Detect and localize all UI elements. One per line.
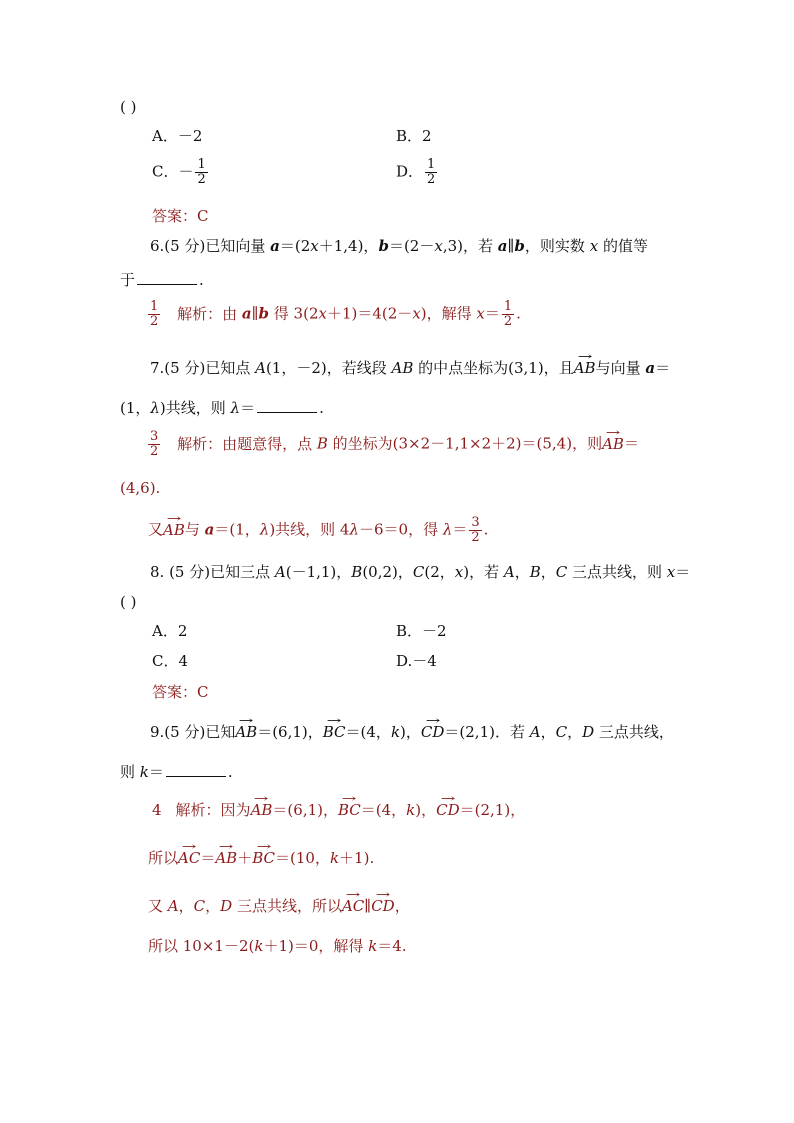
- q9-stem-line2: 则 k＝ .: [120, 763, 233, 781]
- q8-option-c: C．4: [152, 652, 189, 670]
- q8-stem-line1: 8. (5 分)已知三点 A(－1,1)，B(0,2)，C(2，x)，若 A，B，C 三点共线，则 x＝: [150, 563, 691, 581]
- q6-stem-line1: 6.(5 分)已知向量 a＝(2x＋1,4)，b＝(2－x,3)，若 a∥b，则实数 x 的值等: [150, 237, 648, 255]
- q5-option-a: A．－2: [152, 127, 203, 145]
- q9-solution-line4: 所以 10×1－2(k＋1)＝0，解得 k＝4.: [148, 937, 407, 955]
- q7-solution-line2: (4,6).: [120, 479, 161, 497]
- q7-stem-line2: (1，λ)共线，则 λ＝ .: [120, 399, 324, 417]
- q7-solution-line3: 又→ AB与 a＝(1，λ)共线，则 4λ－6＝0，得 λ＝ $\frac{3}{2}$ .: [148, 516, 488, 545]
- vector-ab: → AB: [574, 358, 596, 378]
- q5-paren: ( ): [120, 98, 137, 116]
- q8-option-d: D.－4: [396, 652, 437, 670]
- q8-answer: 答案：C: [152, 683, 209, 701]
- q8-option-b: B．－2: [396, 622, 447, 640]
- q5-option-d: D． $\frac{1}{2}$: [396, 157, 436, 187]
- q9-stem-line1: 9.(5 分)已知→ AB＝(6,1)，→ BC＝(4，k)，→ CD＝(2,1)．若 A，C，D 三点共线，: [150, 722, 674, 742]
- answer-blank: [137, 270, 197, 285]
- answer-blank: [257, 398, 317, 413]
- q8-option-a: A．2: [152, 622, 188, 640]
- q8-paren: ( ): [120, 593, 137, 611]
- q9-solution-line3: 又 A，C，D 三点共线，所以→ AC∥→ CD，: [148, 896, 410, 916]
- q7-stem-line1: 7.(5 分)已知点 A(1，－2)，若线段 AB 的中点坐标为(3,1)，且→ AB与向量 a＝: [150, 358, 670, 378]
- answer-blank: [166, 762, 226, 777]
- q6-stem-line2: 于 .: [120, 271, 204, 289]
- q5-option-b: B．2: [396, 127, 432, 145]
- q9-solution-line2: 所以→ AC＝→ AB＋→ BC＝(10，k＋1).: [148, 848, 374, 868]
- q9-solution-line1: 4 解析：因为→ AB＝(6,1)，→ BC＝(4，k)，→ CD＝(2,1)，: [152, 800, 525, 820]
- q5-answer: 答案：C: [152, 207, 209, 225]
- q5-option-c: C．－ $\frac{1}{2}$: [152, 157, 206, 187]
- q7-solution-line1: $\frac{3}{2}$ 解析：由题意得，点 B 的坐标为(3×2－1,1×2＋2)＝(5,4)，则→ AB＝: [146, 430, 639, 459]
- q6-solution: $\frac{1}{2}$ 解析：由 a∥b 得 3(2x＋1)＝4(2－x)，解得 x＝ $\frac{1}{2}$ .: [150, 299, 521, 329]
